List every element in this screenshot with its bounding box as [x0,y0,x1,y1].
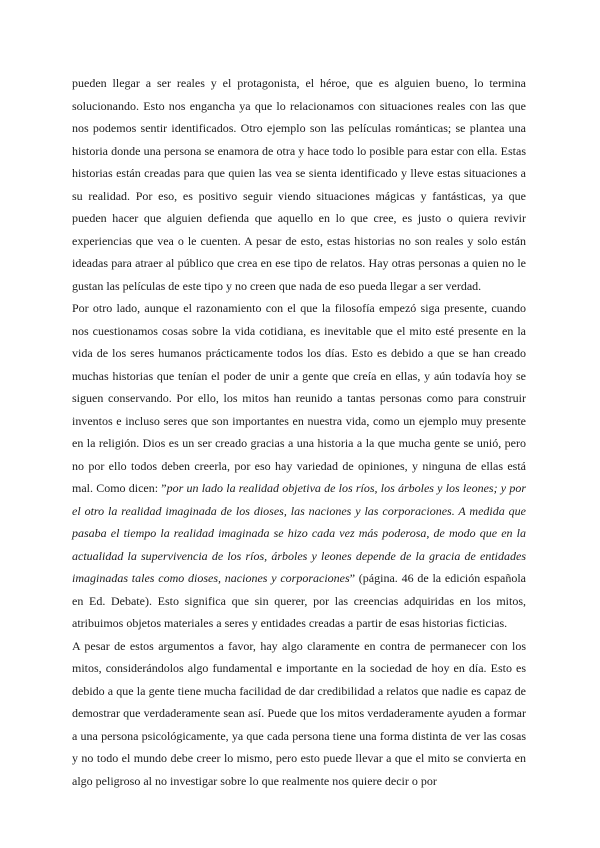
paragraph-2-outro: ” (página. 46 de la edición española en Ed. Debate). Esto significa que sin querer, por las creencias adquiridas en los mitos, atribuimos objetos materiales a seres y entidades creadas a partir de esas historias ficticias. [72,571,526,630]
paragraph-1: pueden llegar a ser reales y el protagonista, el héroe, que es alguien bueno, lo termina solucionando. Esto nos engancha ya que lo relacionamos con situaciones reales con las que nos podemos sentir identificados. Otro ejemplo son las películas románticas; se plantea una historia donde una persona se enamora de otra y hace todo lo posible para estar con ella. Estas historias están creadas para que quien las vea se sienta identificado y lleve estas situaciones a su realidad. Por eso, es positivo seguir viendo situaciones mágicas y fantásticas, ya que pueden hacer que alguien defienda que aquello en lo que cree, es justo o quiera revivir experiencias que vea o le cuenten. A pesar de esto, estas historias no son reales y solo están ideadas para atraer al público que crea en ese tipo de relatos. Hay otras personas a quien no le gustan las películas de este tipo y no creen que nada de eso pueda llegar a ser verdad. [72,76,526,293]
paragraph-3: A pesar de estos argumentos a favor, hay algo claramente en contra de permanecer con los mitos, considerándolos algo fundamental e importante en la sociedad de hoy en día. Esto es debido a que la gente tiene mucha facilidad de dar credibilidad a relatos que nadie es capaz de demostrar que verdaderamente sean así. Puede que los mitos verdaderamente ayuden a formar a una persona psicológicamente, ya que cada persona tiene una forma distinta de ver las cosas y no todo el mundo debe creer lo mismo, pero esto puede llevar a que el mito se convierta en algo peligroso al no investigar sobre lo que realmente nos quiere decir o por [72,638,526,788]
quoted-text: por un lado la realidad objetiva de los ríos, los árboles y los leones; y por el otro la realidad imaginada de los dioses, las naciones y las corporaciones. A medida que pasaba el tiempo la realidad imaginada se hizo cada vez más poderosa, de modo que en la actualidad la supervivencia de los ríos, árboles y leones depende de la gracia de entidades imaginadas tales como dioses, naciones y corporaciones [72,481,526,585]
paragraph-2 [72,297,526,635]
body-text [72,72,526,792]
paragraph-2-intro: Por otro lado, aunque el razonamiento con el que la filosofía empezó siga presente, cuando nos cuestionamos cosas sobre la vida cotidiana, es inevitable que el mito esté presente en la vida de los seres humanos prácticamente todos los días. Esto es debido a que se han creado muchas historias que tenían el poder de unir a gente que creía en ellas, y aún todavía hoy se siguen conservando. Por ello, los mitos han reunido a tantas personas como para construir inventos e incluso seres que son importantes en nuestra vida, como un ejemplo muy presente en la religión. Dios es un ser creado gracias a una historia a la que mucha gente se unió, pero no por ello todos deben creerla, por eso hay variedad de opiniones, y ninguna de ellas está mal. Como dicen: ” [72,301,526,495]
